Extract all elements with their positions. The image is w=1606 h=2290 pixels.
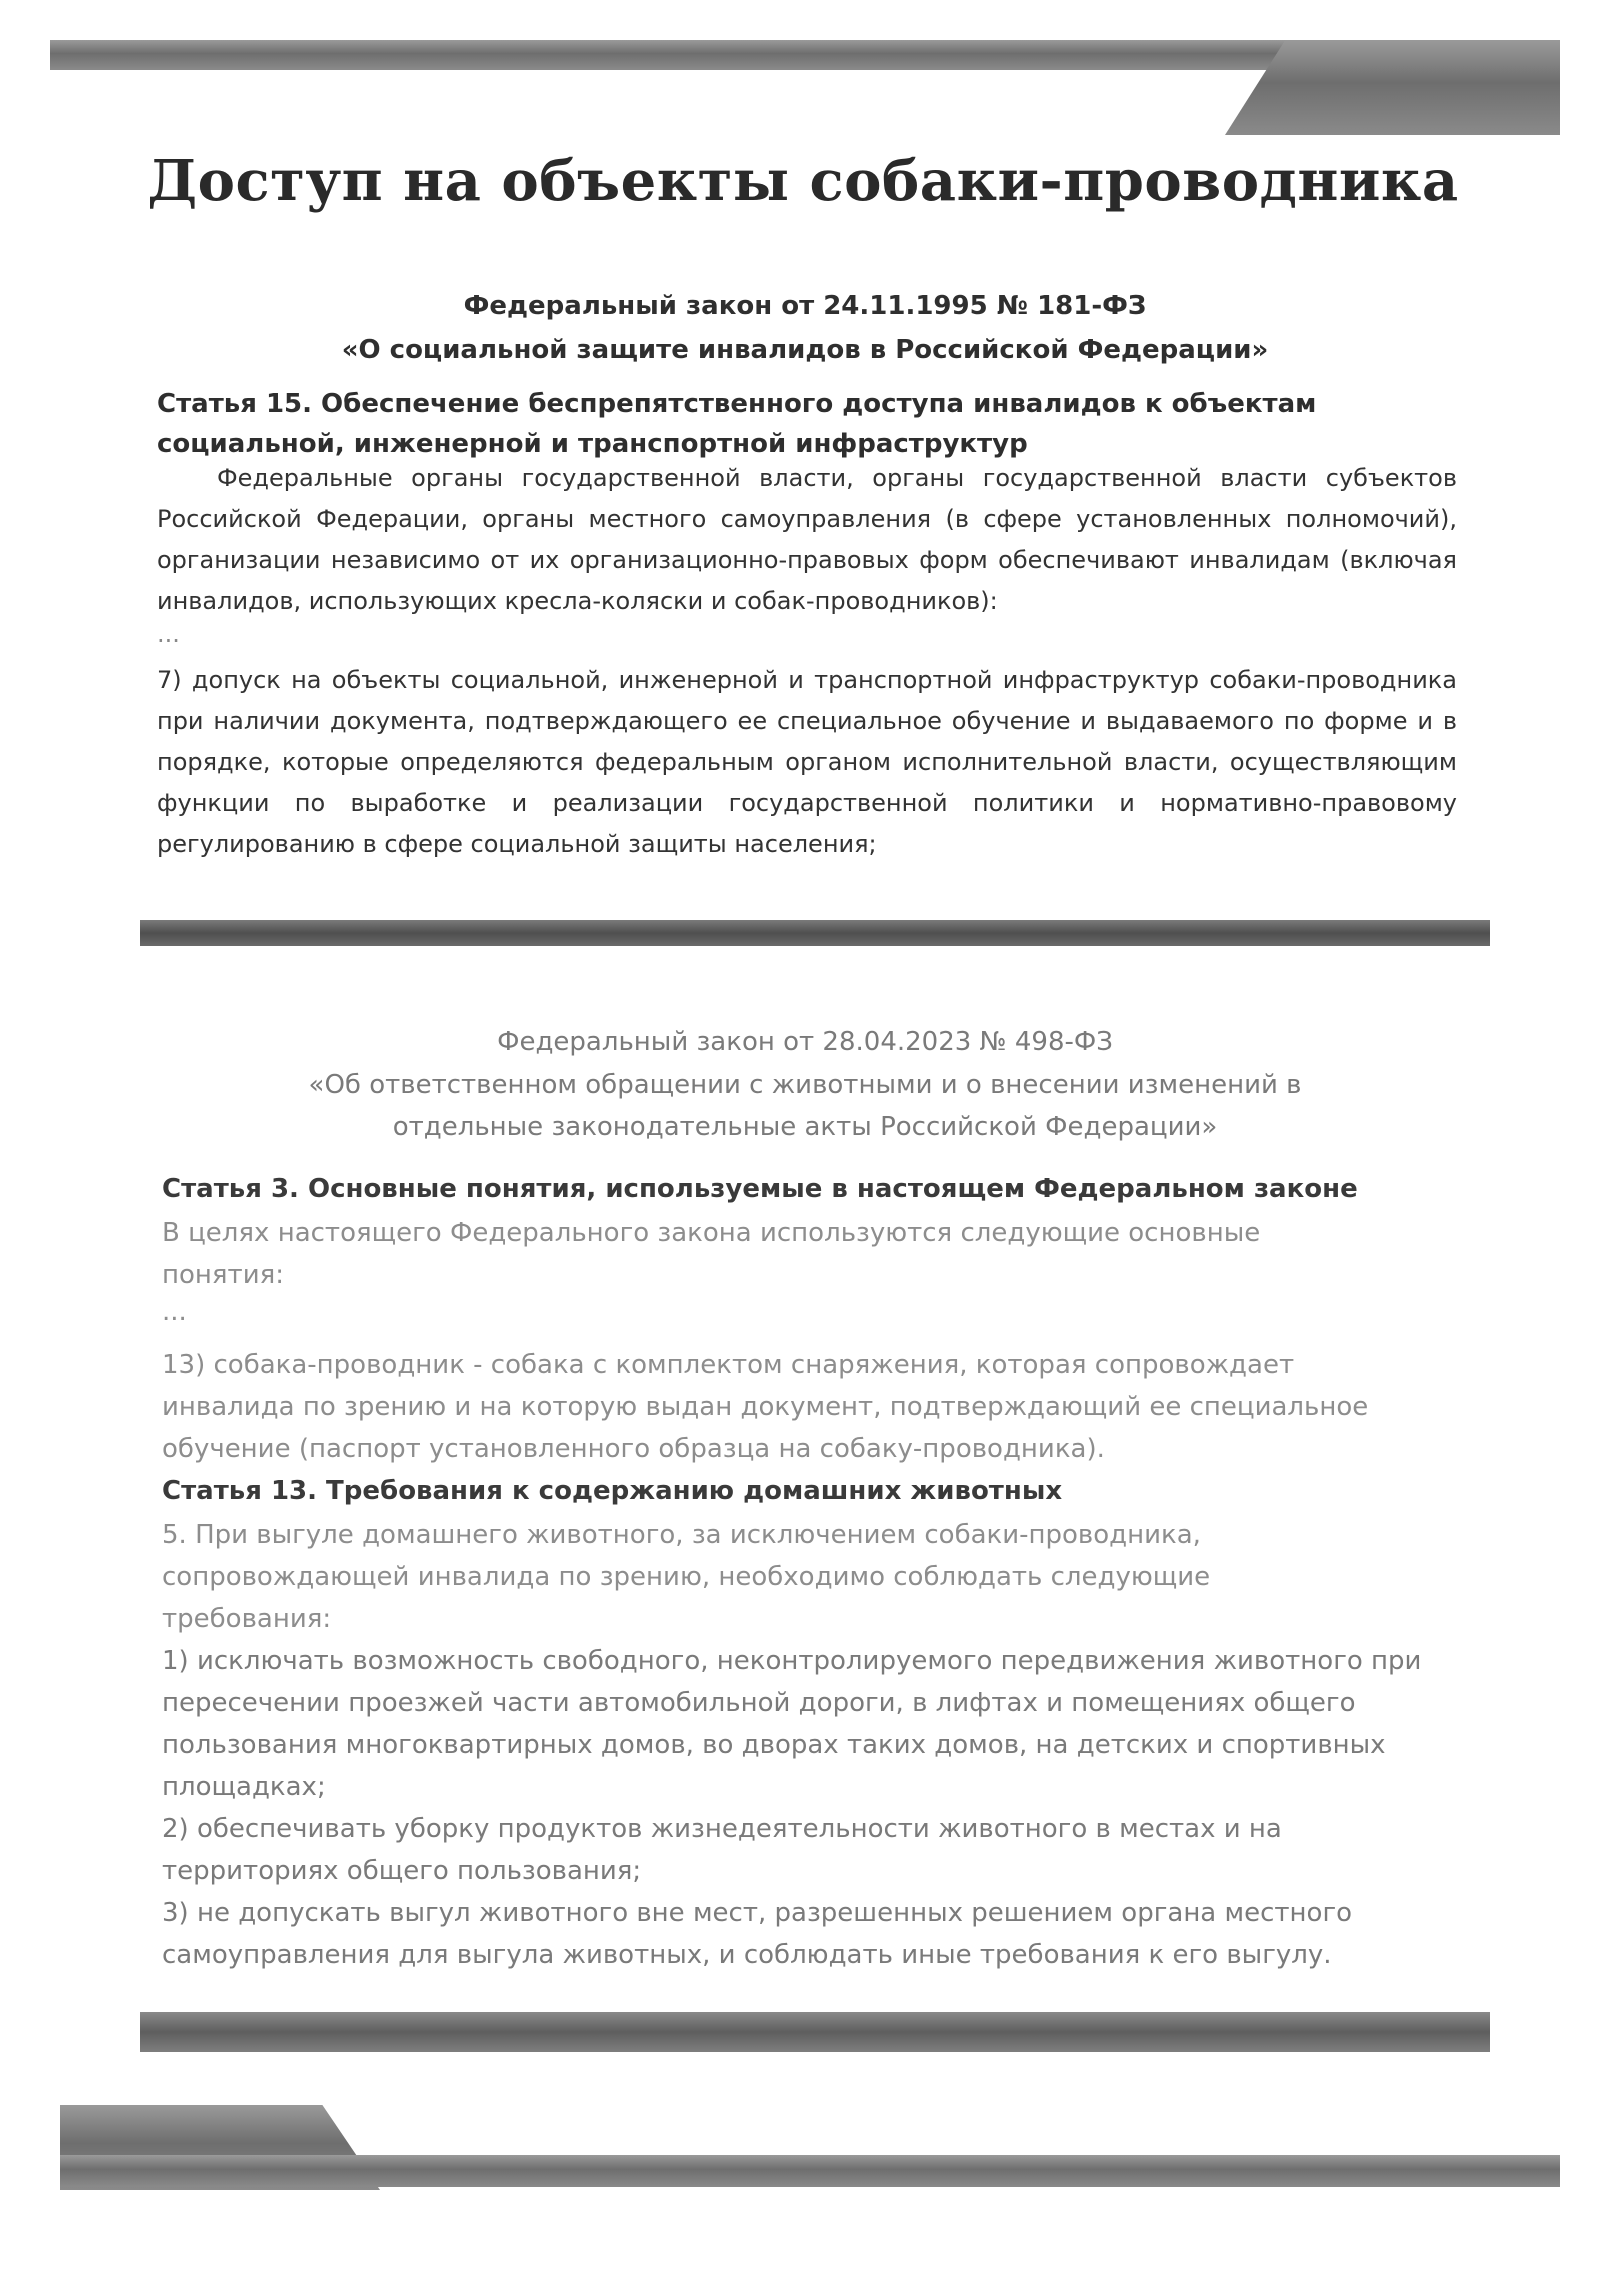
law2-sub3: 3) не допускать выгул животного вне мест, разрешенных решением органа местного самоуправления для выгула животных, и соблюдать иные требования к его выгулу.	[162, 1898, 1353, 1970]
law2-title-line2: «Об ответственном обращении с животными и о внесении изменений в отдельные законодательные акты Российской Федерации»	[308, 1070, 1302, 1142]
law2-item5: 5. При выгуле домашнего животного, за исключением собаки-проводника, сопровождающей инвалида по зрению, необходимо соблюдать следующие требования:	[162, 1520, 1211, 1634]
law1-item7: 7) допуск на объекты социальной, инженерной и транспортной инфраструктур собаки-проводника при наличии документа, подтверждающего ее специальное обучение и выдаваемого по форме и в порядке, которые определяются федеральным органом исполнительной власти, осуществляющим функции по выработке и реализации государственной политики и нормативно-правовому регулированию в сфере социальной защиты населения;	[157, 666, 1457, 858]
law1-paragraph: Федеральные органы государственной власти, органы государственной власти субъектов Российской Федерации, органы местного самоуправления (в сфере установленных полномочий), организации независимо от их организационно-правовых форм обеспечивают инвалидам (включая инвалидов, использующих кресла-коляски и собак-проводников):	[157, 464, 1457, 615]
law2-article3-heading: Статья 3. Основные понятия, используемые в настоящем Федеральном законе	[162, 1174, 1358, 1204]
law2-title-line1: Федеральный закон от 28.04.2023 № 498-ФЗ	[497, 1027, 1113, 1057]
law1-title-line2: «О социальной защите инвалидов в Российской Федерации»	[341, 335, 1269, 365]
law2-ellipsis: ...	[162, 1297, 187, 1327]
law2-sub2: 2) обеспечивать уборку продуктов жизнедеятельности животного в местах и на территориях общего пользования;	[162, 1814, 1282, 1886]
law1-article-heading: Статья 15. Обеспечение беспрепятственного доступа инвалидов к объектам социальной, инженерной и транспортной инфраструктур	[157, 389, 1317, 459]
law2-article3-intro: В целях настоящего Федерального закона используются следующие основные понятия:	[162, 1218, 1261, 1290]
law2-item13: 13) собака-проводник - собака с комплектом снаряжения, которая сопровождает инвалида по зрению и на которую выдан документ, подтверждающий ее специальное обучение (паспорт установленного образца на собаку-проводника).	[162, 1350, 1369, 1464]
bottom-divider-bar	[60, 2155, 1560, 2187]
law2-sub1: 1) исключать возможность свободного, неконтролируемого передвижения животного при пересечении проезжей части автомобильной дороги, в лифтах и помещениях общего пользования многоквартирных домов, во дворах таких домов, на детских и спортивных площадках;	[162, 1646, 1422, 1802]
law1-title-line1: Федеральный закон от 24.11.1995 № 181-ФЗ	[463, 291, 1147, 321]
section-divider-2	[140, 2012, 1490, 2052]
law1-ellipsis: ...	[157, 620, 180, 648]
law2-article13-heading: Статья 13. Требования к содержанию домашних животных	[162, 1476, 1063, 1506]
section-divider-1	[140, 920, 1490, 946]
page-title: Доступ на объекты собаки-проводника	[147, 148, 1459, 214]
